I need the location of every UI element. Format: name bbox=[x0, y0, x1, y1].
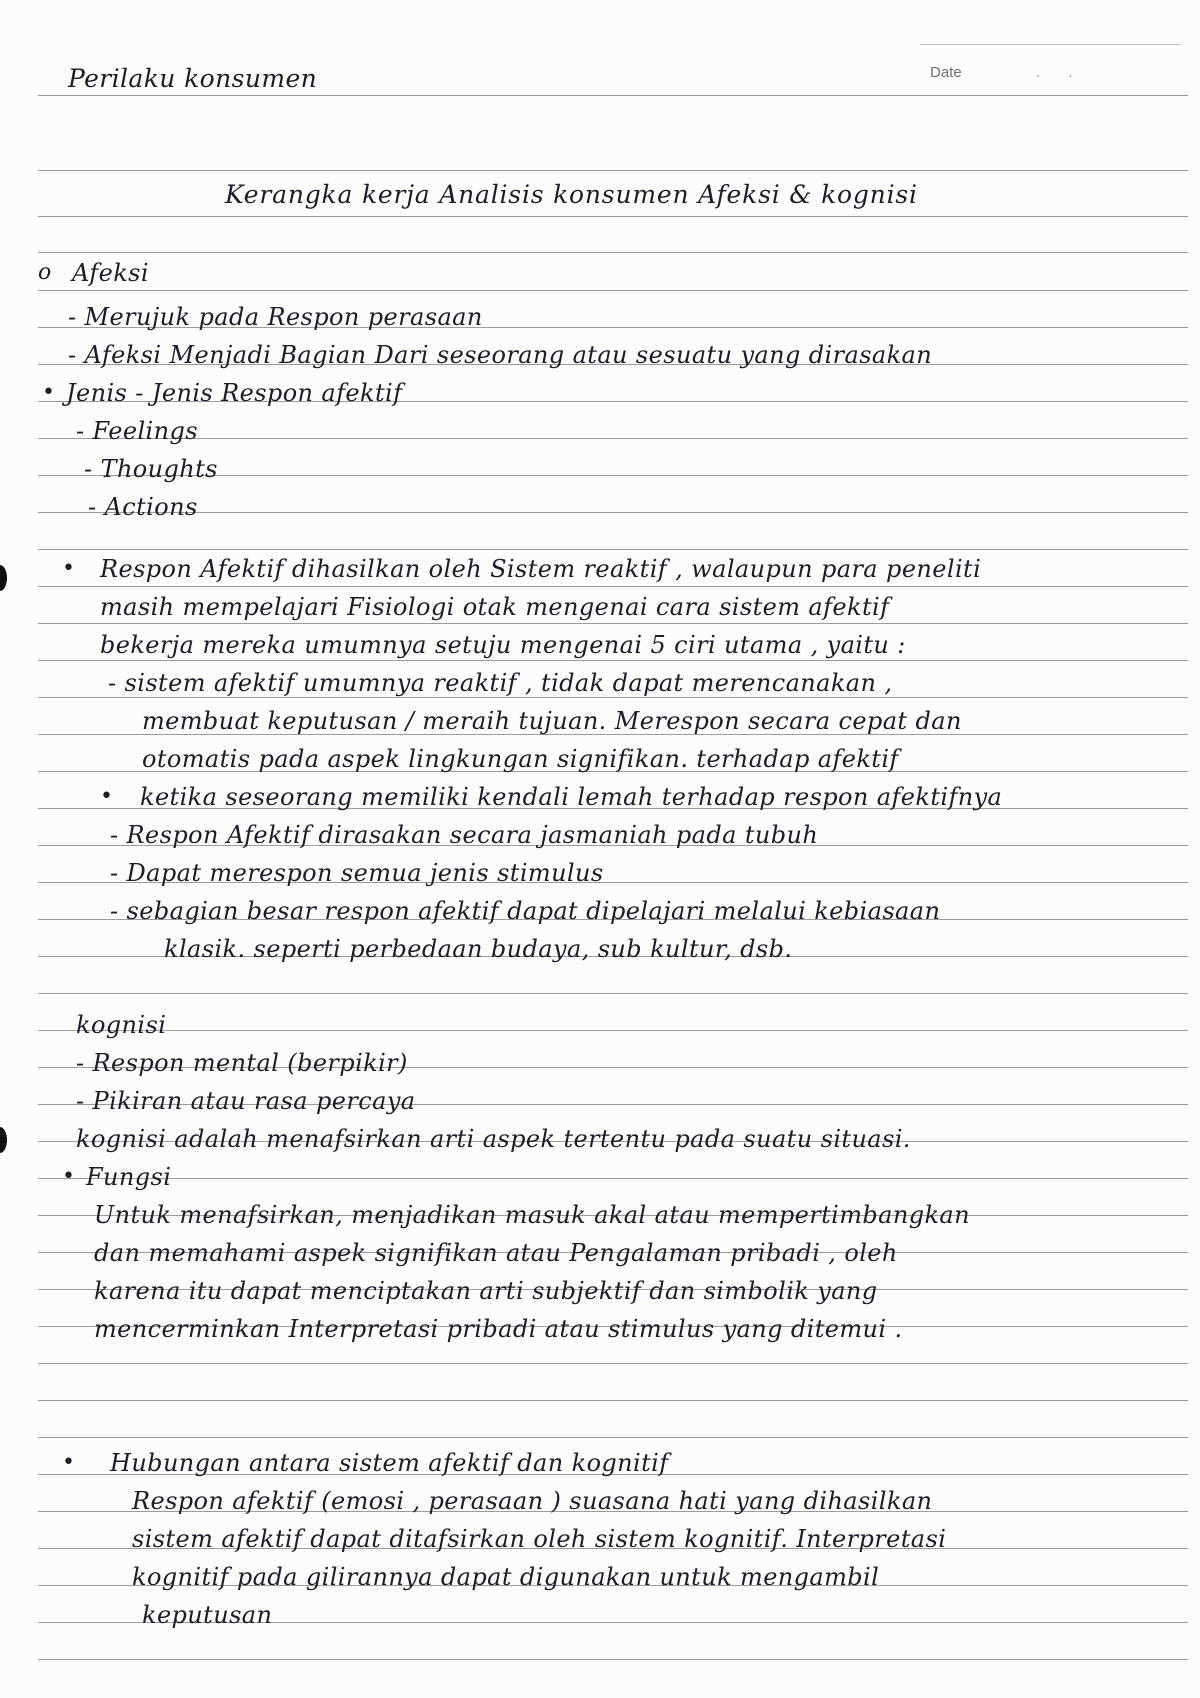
note-line: Untuk menafsirkan, menjadikan masuk akal atau mempertimbangkan bbox=[94, 1201, 971, 1229]
note-line: Jenis - Jenis Respon afektif bbox=[66, 379, 403, 407]
ruled-line bbox=[38, 290, 1188, 291]
bullet-marker: • bbox=[62, 1450, 75, 1475]
ruled-line bbox=[38, 1659, 1188, 1660]
note-line: dan memahami aspek signifikan atau Pengalaman pribadi , oleh bbox=[94, 1239, 898, 1267]
date-value: . . bbox=[1036, 64, 1085, 81]
note-line: - Merujuk pada Respon perasaan bbox=[68, 303, 483, 331]
note-line: Respon Afektif dihasilkan oleh Sistem reaktif , walaupun para peneliti bbox=[100, 555, 982, 583]
binder-hole bbox=[0, 1127, 7, 1153]
note-line: - sebagian besar respon afektif dapat dipelajari melalui kebiasaan bbox=[110, 897, 941, 925]
note-line: - Afeksi Menjadi Bagian Dari seseorang atau sesuatu yang dirasakan bbox=[68, 341, 933, 369]
section-heading: Fungsi bbox=[86, 1163, 172, 1191]
note-line: bekerja mereka umumnya setuju mengenai 5 ciri utama , yaitu : bbox=[100, 631, 906, 659]
bullet-marker: • bbox=[100, 784, 113, 809]
section-heading: kognisi bbox=[76, 1011, 167, 1039]
ruled-line bbox=[38, 170, 1188, 171]
date-underline bbox=[920, 44, 1180, 45]
ruled-line bbox=[38, 216, 1188, 217]
ruled-line bbox=[38, 512, 1188, 513]
ruled-line bbox=[38, 660, 1188, 661]
ruled-line bbox=[38, 623, 1188, 624]
page-title: Kerangka kerja Analisis konsumen Afeksi & kognisi bbox=[225, 180, 918, 209]
ruled-line bbox=[38, 993, 1188, 994]
ruled-line bbox=[38, 549, 1188, 550]
note-line: - Respon mental (berpikir) bbox=[76, 1049, 408, 1077]
bullet-marker: o bbox=[38, 260, 52, 285]
note-line: - Feelings bbox=[76, 417, 198, 445]
ruled-line bbox=[38, 95, 1188, 96]
ruled-line bbox=[38, 1030, 1188, 1031]
note-line: sistem afektif dapat ditafsirkan oleh sistem kognitif. Interpretasi bbox=[132, 1525, 947, 1553]
ruled-line bbox=[38, 586, 1188, 587]
note-line: mencerminkan Interpretasi pribadi atau stimulus yang ditemui . bbox=[94, 1315, 903, 1343]
bullet-marker: • bbox=[42, 380, 55, 405]
note-line: masih mempelajari Fisiologi otak mengenai cara sistem afektif bbox=[100, 593, 890, 621]
ruled-line bbox=[38, 1363, 1188, 1364]
section-heading: Hubungan antara sistem afektif dan kognitif bbox=[110, 1449, 669, 1477]
ruled-line bbox=[38, 252, 1188, 253]
note-line: karena itu dapat menciptakan arti subjektif dan simbolik yang bbox=[94, 1277, 878, 1305]
note-line: kognitif pada gilirannya dapat digunakan untuk mengambil bbox=[132, 1563, 880, 1591]
bullet-marker: • bbox=[62, 556, 75, 581]
note-line: kognisi adalah menafsirkan arti aspek tertentu pada suatu situasi. bbox=[76, 1125, 911, 1153]
binder-hole bbox=[0, 565, 7, 591]
note-line: membuat keputusan / meraih tujuan. Merespon secara cepat dan bbox=[142, 707, 962, 735]
note-line: Respon afektif (emosi , perasaan ) suasana hati yang dihasilkan bbox=[132, 1487, 933, 1515]
ruled-line bbox=[38, 1437, 1188, 1438]
note-line: ketika seseorang memiliki kendali lemah terhadap respon afektifnya bbox=[140, 783, 1003, 811]
subject-heading: Perilaku konsumen bbox=[68, 64, 318, 93]
ruled-line bbox=[38, 438, 1188, 439]
note-line: keputusan bbox=[142, 1601, 273, 1629]
ruled-line bbox=[38, 1400, 1188, 1401]
bullet-marker: • bbox=[62, 1164, 75, 1189]
note-line: - Actions bbox=[88, 493, 198, 521]
note-line: otomatis pada aspek lingkungan signifikan. terhadap afektif bbox=[142, 745, 899, 773]
note-line: - Dapat merespon semua jenis stimulus bbox=[110, 859, 604, 887]
note-line: - sistem afektif umumnya reaktif , tidak dapat merencanakan , bbox=[108, 669, 893, 697]
note-line: - Respon Afektif dirasakan secara jasmaniah pada tubuh bbox=[110, 821, 819, 849]
date-label: Date bbox=[930, 64, 962, 81]
note-line: klasik. seperti perbedaan budaya, sub kultur, dsb. bbox=[164, 935, 793, 963]
note-line: - Thoughts bbox=[84, 455, 218, 483]
ruled-line bbox=[38, 1178, 1188, 1179]
note-line: - Pikiran atau rasa percaya bbox=[76, 1087, 416, 1115]
note-line: Afeksi bbox=[72, 259, 149, 287]
